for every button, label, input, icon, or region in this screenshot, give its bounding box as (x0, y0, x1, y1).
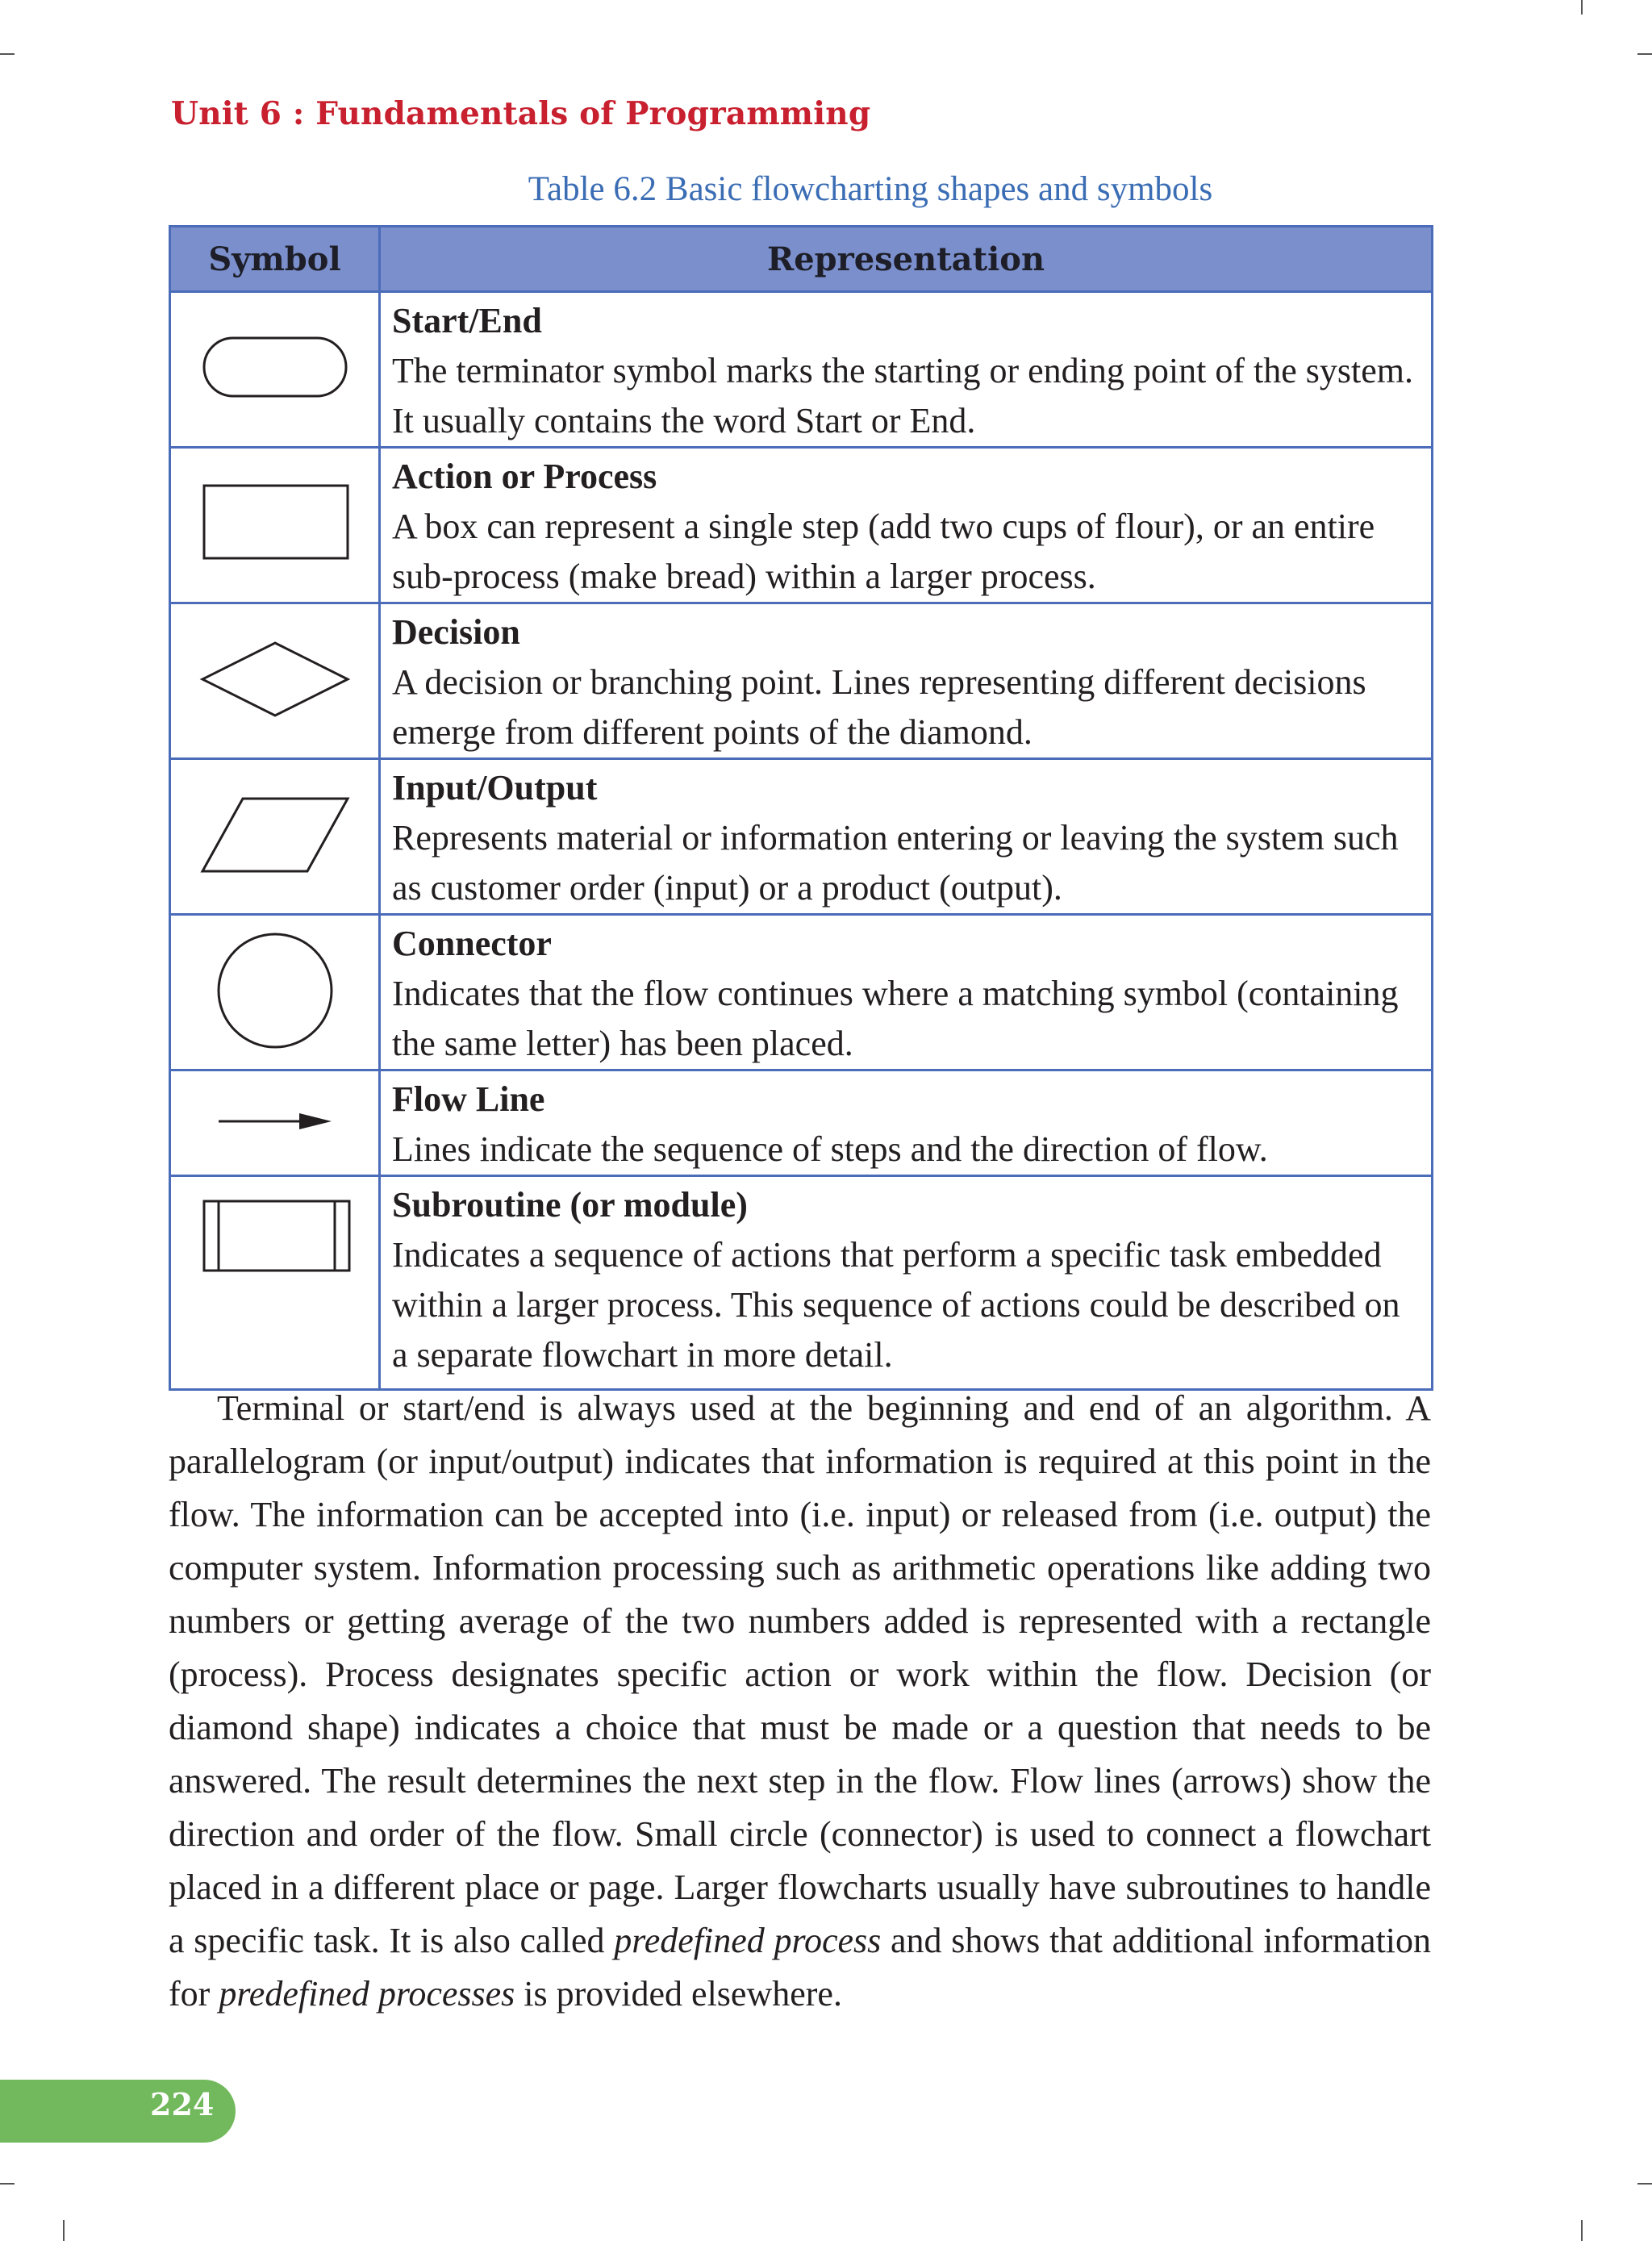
flow-line-icon (194, 1097, 356, 1146)
paragraph-text: is provided elsewhere. (524, 1974, 842, 2014)
row-title: Flow Line (392, 1079, 545, 1119)
table-row (170, 292, 1433, 448)
page-number: 224 (150, 2086, 215, 2122)
body-paragraph (169, 1382, 1431, 2021)
row-description: The terminator symbol marks the starting or ending point of the system. It usually contains the word Start or End. (392, 351, 1413, 440)
row-description: A box can represent a single step (add two cups of flour), or an entire sub-process (make bread) within a larger process. (392, 507, 1375, 596)
table-row (170, 1176, 1433, 1390)
unit-title: Unit 6 : Fundamentals of Programming (171, 95, 871, 132)
row-description: Lines indicate the sequence of steps and the direction of flow. (392, 1129, 1268, 1169)
table-row (170, 759, 1433, 915)
table-row (170, 603, 1433, 759)
terminator-icon (194, 323, 356, 412)
table-row (170, 915, 1433, 1070)
table-caption: Table 6.2 Basic flowcharting shapes and symbols (528, 170, 1213, 208)
process-icon (194, 479, 356, 568)
flowchart-symbols-table (169, 225, 1433, 1391)
italic-term: predefined processes (219, 1974, 515, 2014)
row-title: Input/Output (392, 768, 598, 808)
crop-mark (1581, 2220, 1583, 2241)
decision-icon (194, 635, 356, 724)
row-description: Indicates a sequence of actions that perform a specific task embedded within a larger process. This sequence of actions could be described on a separate flowchart in more detail. (392, 1235, 1400, 1375)
row-title: Start/End (392, 301, 542, 340)
row-title: Subroutine (or module) (392, 1185, 748, 1225)
representation-column-header: Representation (380, 227, 1433, 292)
crop-mark (1581, 0, 1583, 15)
row-description: Represents material or information entering or leaving the system such as customer order (input) or a product (output). (392, 818, 1399, 908)
connector-icon (194, 926, 356, 1055)
crop-mark (1637, 2183, 1652, 2185)
row-description: A decision or branching point. Lines representing different decisions emerge from different points of the diamond. (392, 662, 1366, 752)
symbol-column-header: Symbol (170, 227, 380, 292)
table-row (170, 1070, 1433, 1176)
paragraph-text: and shows that additional information for (169, 1921, 1432, 2014)
input-output-icon (194, 791, 356, 879)
row-title: Connector (392, 924, 552, 963)
row-title: Action or Process (392, 457, 657, 496)
table-row (170, 448, 1433, 603)
crop-mark (63, 2220, 65, 2241)
paragraph-text: Terminal or start/end is always used at the beginning and end of an algorithm. A parallelogram (or input/output) indicates that information is required at this point in the flow. The information can be accepted into (i.e. input) or released from (i.e. output) the computer system. Information processing such as arithmetic operations like adding two numbers or getting average of the two numbers added is represented with a rectangle (process). Process designates specific action or work within the flow. Decision (or diamond shape) indicates a choice that must be made or a question that needs to be answered. The result determines the next step in the flow. Flow lines (arrows) show the direction and order of the flow. Small circle (connector) is used to connect a flowchart placed in a different place or page. Larger flowcharts usually have subroutines to handle a specific task. It is also called (169, 1388, 1431, 1960)
crop-mark (1637, 53, 1652, 55)
subroutine-icon (194, 1191, 356, 1280)
italic-term: predefined process (614, 1921, 882, 1960)
crop-mark (0, 53, 15, 55)
table-header-row (170, 227, 1433, 292)
row-description: Indicates that the flow continues where a matching symbol (containing the same letter) has been placed. (392, 974, 1399, 1063)
row-title: Decision (392, 612, 520, 652)
crop-mark (0, 2183, 15, 2185)
